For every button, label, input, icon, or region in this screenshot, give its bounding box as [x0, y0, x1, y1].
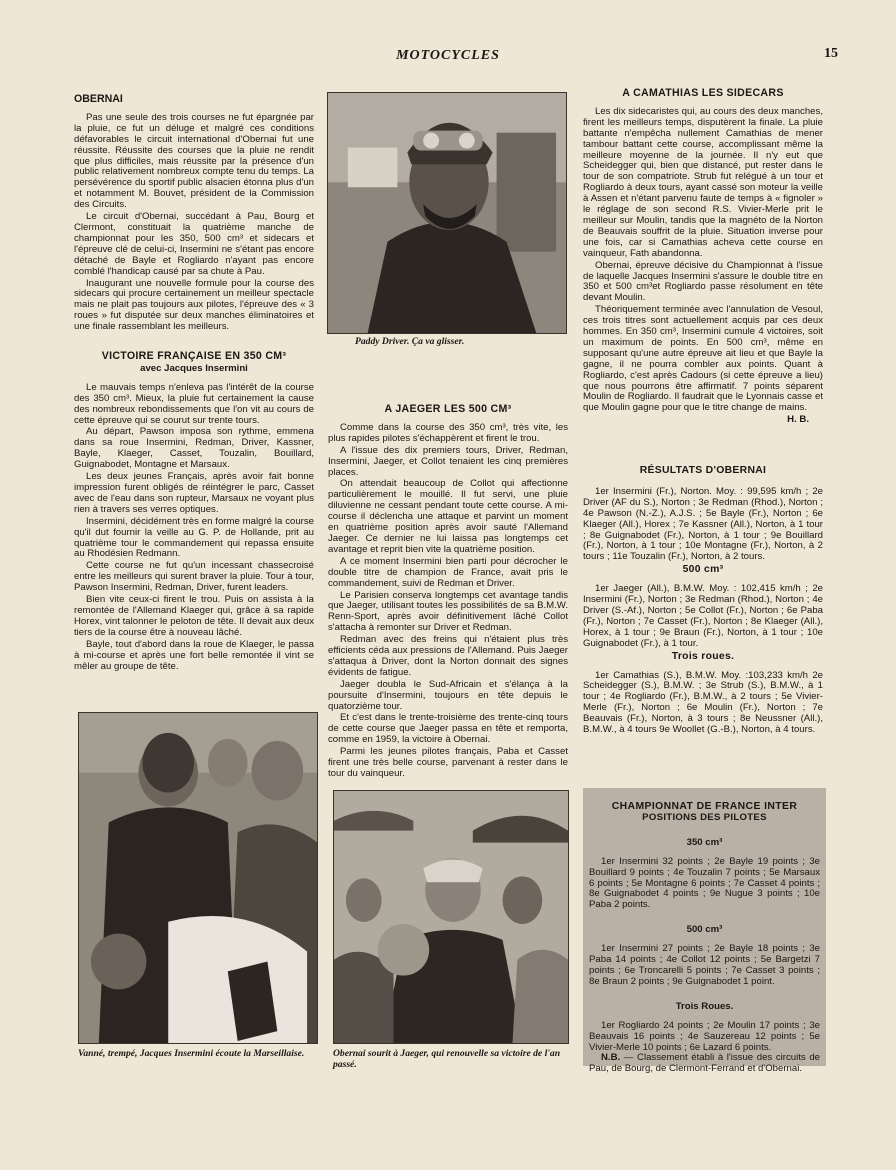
standings-350-heading: 350 cm³	[686, 836, 723, 848]
paragraph: Au départ, Pawson imposa son rythme, emmena dans sa roue Insermini, Redman, Driver, Kassner, Bayle, Klaeger, Casset, Touzalin, Bouillard, Guignabodet, Montagne et Marsaux.	[74, 426, 314, 471]
caption-driver: Paddy Driver. Ça va glisser.	[355, 336, 465, 347]
standings-500: 1er Insermini 27 points ; 2e Bayle 18 points ; 3e Paba 14 points ; 4e Collot 12 points ; 5e Bargetzi 7 points ; 6e Troncarelli 5 points ; 7e Casset 3 points ; 8e Braun 2 points ; 9e Guignabodet 1 point.	[589, 943, 820, 987]
section-title-500: A JAEGER LES 500 CM³	[384, 403, 512, 415]
standings-500-heading: 500 cm³	[686, 924, 723, 936]
caption-insermini: Vanné, trempé, Jacques Insermini écoute la Marseillaise.	[78, 1048, 305, 1059]
caption-jaeger: Obernai sourit à Jaeger, qui renouvelle sa victoire de l'an passé.	[333, 1048, 561, 1070]
section-title-350: VICTOIRE FRANÇAISE EN 350 CM³	[101, 350, 287, 363]
paragraph: Et c'est dans le trente-troisième des trente-cinq tours de cette course que Jaeger passa en tête et remporta, comme en 1959, la victoire à Obernai.	[328, 712, 568, 746]
paragraph: Comme dans la course des 350 cm³, très vite, les plus rapides pilotes s'échappèrent et firent le trou.	[328, 421, 568, 444]
page-number: 15	[824, 46, 838, 61]
standings-350: 1er Insermini 32 points ; 2e Bayle 19 points ; 3e Bouillard 9 points ; 4e Touzalin 7 points ; 5e Marsaux 6 points ; 5e Montagne 6 points ; 7e Casset 4 points ; 8e Guignabodet 4 points ; 9e Nugue 3 points ; 10e Paba 2 points.	[589, 855, 820, 911]
standings-subtitle: POSITIONS DES PILOTES	[642, 811, 767, 823]
results-500: 1er Jaeger (All.), B.M.W. Moy. : 102,415 km/h ; 2e Insermini (Fr.), Norton ; 3e Redman (Rhod.), Norton ; 4e Driver (S.-Af.), Norton ; 5e Collot (Fr.), Norton ; 6e Paba (Fr.), Norton ; 7e Casset (Fr.), Norton ; 8e Klaeger (All.), Horex, à 1 tour ; 9e Braun (Fr.), Norton, à 1 tour ; 10e Guignabodet (Fr.), à 1 tour.	[583, 583, 823, 649]
paragraph: Insermini, décidément très en forme malgré la course qu'il dut fournir la veille au G. P. de Hollande, prit au quatrième tour le commandement qui repassa ensuite au Rhodésien Redmann.	[74, 515, 314, 560]
author-signature: H. B.	[787, 414, 809, 426]
paragraph: Le Parisien conserva longtemps cet avantage tandis que Jaeger, utilisant toutes les possibilités de sa B.M.W. Renn-Sport, après avoir définitivement lâché Collot s'attacha à remonter sur Driver et Redman.	[328, 589, 568, 634]
paragraph: Le circuit d'Obernai, succédant à Pau, Bourg et Clermont, constituait la quatrième manche de championnat pour les 350, 500 cm³ et sidecars et l'épreuve clé de celui-ci, Insermini ne s'étant pas encore détaché de Bayle et Rogliardo n'ayant pas encore comblé l'handicap causé par sa chute à Pau.	[74, 211, 314, 277]
section-subtitle-350: avec Jacques Insermini	[140, 362, 248, 374]
paragraph: A l'issue des dix premiers tours, Driver, Redman, Insermini, Jaeger, et Collot tenaient les cinq premières places.	[328, 444, 568, 478]
results-sidecar-heading: Trois roues.	[671, 650, 735, 662]
kicker-obernai: OBERNAI	[74, 93, 123, 105]
results-sidecar: 1er Camathias (S.), B.M.W. Moy. :103,233 km/h 2e Scheidegger (S.), B.M.W. ; 3e Strub (S.), B.M.W., à 1 tour ; 4e Rogliardo (Fr.), B.M.W., à 2 tours ; 5e Vivier-Merle (Fr.), Norton ; 6e Moulin (Fr.), Norton ; 7e Beauvais (Fr.), Norton, à 3 tours ; 8e Neussner (All.), B.M.W., à 4 tours 9e Woollet (G.-B.), Norton, à 4 tours.	[583, 669, 823, 736]
standings-note	[589, 1053, 820, 1075]
paragraph: Obernai, épreuve décisive du Championnat à l'issue de laquelle Jacques Insermini s'assure le double titre en 350 et 500 cm³et Rogliardo passe résolument en tête devant Moulin.	[583, 259, 823, 304]
photo-insermini	[78, 712, 318, 1044]
photo-paddy-driver	[327, 92, 567, 334]
paragraph: Les deux jeunes Français, après avoir fait bonne impression furent obligés de réintégrer le parc, Casset avec de l'eau dans son rupteur, Marsaux ne voyant plus rien à travers ses verres optiques.	[74, 471, 314, 515]
results-500-heading: 500 cm³	[682, 564, 724, 576]
column-jaeger	[328, 404, 568, 784]
results-title: RÉSULTATS D'OBERNAI	[639, 465, 767, 476]
note-label: N.B.	[601, 1052, 621, 1064]
standings-sidecar-heading: Trois Roues.	[675, 1000, 734, 1012]
results-section	[583, 458, 823, 778]
running-title: MOTOCYCLES	[396, 48, 500, 63]
column-camathias	[583, 88, 823, 448]
standings-box	[583, 788, 826, 1075]
paragraph: Pas une seule des trois courses ne fut épargnée par la pluie, ce fut un déluge et malgré ces conditions défavorables le circuit international d'Obernai fut une réussite. Réussite des courses que la pluie ne rendit que plus difficiles, mais réussite par la présence d'un public relativement nombreux compte tenu du temps. La persévérence du sportif public alsacien étonna plus d'un et notamment M. Bouvet, président de la Commission des Circuits.	[74, 111, 314, 211]
paragraph: Parmi les jeunes pilotes français, Paba et Casset firent une très belle course, parvenant à rester dans le tour du vainqueur.	[328, 746, 568, 779]
paragraph: Les dix sidecaristes qui, au cours des deux manches, firent les meilleurs temps, disputèrent la finale. La pluie battante n'empêcha nullement Camathias de mener tambour battant cette course, accomplissant même la meilleure moyenne de la journée. Il n'y eut que Scheidegger qui, bien que distancé, put rester dans le tour de son compatriote. Strub fut relégué à un tour et Rogliardo à deux tours, ayant cassé son moteur la veille à Assen et n'étant parvenu faute de temps à « fignoler » le réglage de son second R.S. Vivier-Merle prit le meilleur sur Moulin, tandis que la magnéto de la Norton de Beauvais souffrit de la pluie. Situation inverse pour une fois, car si Camathias acheva cette course en vainqueur, Fath abandonna.	[583, 105, 823, 259]
paragraph: A ce moment Insermini bien parti pour décrocher le double titre de champion de France, avait pris le commandement, suivi de Redman et Driver.	[328, 555, 568, 589]
photo-jaeger	[333, 790, 569, 1044]
note-text: — Classement établi à l'issue des circuits de Pau, de Bourg, de Clermont-Ferrand et d'Obernai.	[589, 1052, 820, 1075]
paragraph: Le mauvais temps n'enleva pas l'intérêt de la course des 350 cm³. Mieux, la pluie fut certainement la cause des nombreux rebondissements que l'on vit au cours de cette épreuve qui se courut sur trente tours.	[74, 381, 314, 426]
standings-sidecar: 1er Rogliardo 24 points ; 2e Moulin 17 points ; 3e Beauvais 16 points ; 4e Sauzereau 12 points ; 5e Vivier-Merle 10 points ; 6e Lazard 6 points.	[589, 1019, 820, 1053]
paragraph: Jaeger doubla le Sud-Africain et s'élança à la poursuite d'Insermini, toujours en tête depuis le quatorzième tour.	[328, 678, 568, 712]
results-350: 1er Insermini (Fr.), Norton. Moy. : 99,595 km/h ; 2e Driver (AF du S.), Norton ; 3e Redman (Rhod.), Norton ; 4e Pawson (N.-Z.), A.J.S. ; 5e Bayle (Fr.), Norton ; 6e Klaeger (All.), Horex ; 7e Kassner (All.), Norton, à 1 tour ; 8e Guignabodet (Fr.), Norton, à 1 tour ; 9e Bouillard (Fr.), Norton, à 1 tour ; 10e Montagne (Fr.), Norton, à 2 tours ; 11e Touzalin (Fr.), Norton, à 2 tours.	[583, 485, 823, 563]
paragraph: Bayle, tout d'abord dans la roue de Klaeger, le passa à mi-course et après une fort belle remontée il vint se mêler au groupe de tête.	[74, 638, 314, 672]
paragraph: Théoriquement terminée avec l'annulation de Vesoul, ces trois titres sont actuellement acquis par ces deux hommes. En 350 cm³, Insermini cumule 4 victoires, soit un maximum de points. En 500 cm³, même en supposant qu'une autre épreuve ait lieu et que Bayle la gagne, il ne pourra combler aux points. Quant à Rogliardo, c'est après Cadours (si cette épreuve a lieu) que nous pourrons être affirmatif. 7 points séparent Moulin de Rogliardo. Il faudrait que le Lyonnais casse et que Moulin gagne pour que le titre change de mains.	[583, 304, 823, 414]
paragraph: Cette course ne fut qu'un incessant chassecroisé entre les meilleurs qui surent braver la pluie. Tour à tour, Pawson Insermini, Redman, Driver, furent leaders.	[74, 560, 314, 594]
section-title-sidecars: A CAMATHIAS LES SIDECARS	[622, 87, 784, 99]
standings-title: CHAMPIONNAT DE FRANCE INTER	[611, 801, 798, 812]
paragraph: Redman avec des freins qui n'étaient plus très efficients céda aux pressions de l'Allemand. Puis Jaeger s'attaqua à Driver, dont la Norton donnait des signes évidents de fatigue.	[328, 634, 568, 678]
paragraph: On attendait beaucoup de Collot qui affectionne particulièrement le mouillé. Il fut servi, une pluie diluvienne ne cessant pendant toute cette course. A mi-course il déclencha une attaque et parvint un moment en quatrième position après avoir sauté l'Allemand Jaeger. Ce dernier ne lui laissa pas longtemps cet avantage et reprit bien vite la quatrième position.	[328, 478, 568, 555]
paragraph: Bien vite ceux-ci firent le trou. Puis on assista à la remontée de l'Allemand Klaeger qui, grâce à sa rapide Horex, vint talonner le peloton de tête. Il devait aux deux tiers de la course être à nouveau lâché.	[74, 594, 314, 638]
column-obernai	[74, 94, 314, 706]
paragraph: Inaugurant une nouvelle formule pour la course des sidecars qui procure certainement un meilleur spectacle mais ne plait pas toujours aux pilotes, l'épreuve des « 3 roues » fut disputée sur deux manches éliminatoires et une finale rassemblant les meilleurs.	[74, 277, 314, 333]
